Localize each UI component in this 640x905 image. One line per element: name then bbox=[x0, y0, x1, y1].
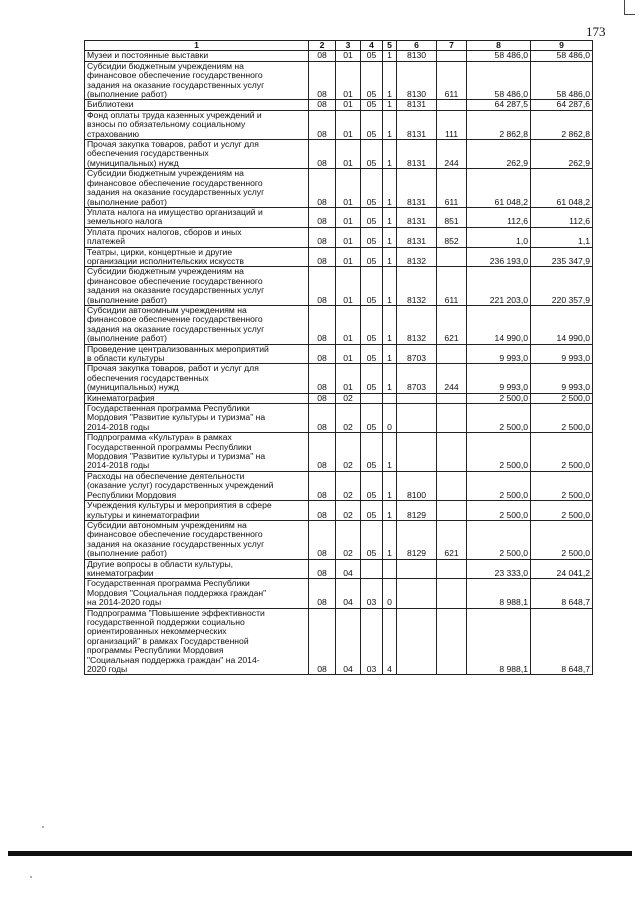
code-expense-type: 611 bbox=[437, 169, 467, 208]
code-program: 05 bbox=[361, 501, 383, 521]
code-expense-type: 611 bbox=[437, 267, 467, 306]
amount-col9: 9 993,0 bbox=[531, 344, 593, 364]
table-row bbox=[85, 247, 593, 267]
amount-col9: 58 486,0 bbox=[531, 51, 593, 61]
row-title: Субсидии бюджетным учреждениям на финансовое обеспечение государственного задания на оказание государственных услуг (выполнение работ) bbox=[85, 267, 309, 306]
code-program: 05 bbox=[361, 227, 383, 247]
code-section: 08 bbox=[309, 61, 336, 100]
row-title: Субсидии автономным учреждениям на финансовое обеспечение государственного задания на оказание государственных услуг (выполнение работ) bbox=[85, 305, 309, 344]
row-title: Подпрограмма «Культура» в рамках Государственной программы Республики Мордовия "Развитие культуры и туризма" на 2014-2018 годы bbox=[85, 433, 309, 472]
table-row bbox=[85, 305, 593, 344]
amount-col9: 2 500,0 bbox=[531, 501, 593, 521]
code-item: 8129 bbox=[397, 520, 437, 559]
code-expense-type bbox=[437, 100, 467, 110]
code-subprogram: 0 bbox=[383, 579, 397, 608]
code-subsection: 01 bbox=[336, 305, 361, 344]
code-subsection: 01 bbox=[336, 110, 361, 139]
code-subprogram: 1 bbox=[383, 61, 397, 100]
header-row bbox=[85, 41, 593, 51]
code-subprogram bbox=[383, 559, 397, 579]
code-subprogram bbox=[383, 393, 397, 403]
table-row bbox=[85, 100, 593, 110]
scan-speck bbox=[30, 876, 32, 878]
code-expense-type: 851 bbox=[437, 207, 467, 227]
code-subsection: 01 bbox=[336, 100, 361, 110]
table-row bbox=[85, 140, 593, 169]
code-subprogram: 1 bbox=[383, 520, 397, 559]
table-row bbox=[85, 267, 593, 306]
code-expense-type bbox=[437, 404, 467, 433]
code-program: 05 bbox=[361, 169, 383, 208]
row-title: Прочая закупка товаров, работ и услуг для обеспечения государственных (муниципальных) нужд bbox=[85, 364, 309, 393]
amount-col8: 2 500,0 bbox=[467, 433, 531, 472]
amount-col8: 1,0 bbox=[467, 227, 531, 247]
code-item bbox=[397, 559, 437, 579]
code-subprogram: 1 bbox=[383, 433, 397, 472]
code-section: 08 bbox=[309, 559, 336, 579]
code-subsection: 02 bbox=[336, 433, 361, 472]
code-section: 08 bbox=[309, 520, 336, 559]
bottom-scan-bar bbox=[8, 851, 632, 856]
code-program: 05 bbox=[361, 207, 383, 227]
amount-col9: 2 862,8 bbox=[531, 110, 593, 139]
code-section: 08 bbox=[309, 433, 336, 472]
column-header: 5 bbox=[383, 41, 397, 51]
amount-col8: 2 500,0 bbox=[467, 393, 531, 403]
amount-col9: 235 347,9 bbox=[531, 247, 593, 267]
code-item bbox=[397, 579, 437, 608]
code-subsection: 01 bbox=[336, 169, 361, 208]
amount-col8: 112,6 bbox=[467, 207, 531, 227]
code-item: 8131 bbox=[397, 207, 437, 227]
row-title: Уплата прочих налогов, сборов и иных платежей bbox=[85, 227, 309, 247]
code-expense-type bbox=[437, 579, 467, 608]
row-title: Театры, цирки, концертные и другие организации исполнительских искусств bbox=[85, 247, 309, 267]
code-subsection: 01 bbox=[336, 344, 361, 364]
code-subprogram: 1 bbox=[383, 169, 397, 208]
code-expense-type: 111 bbox=[437, 110, 467, 139]
code-item: 8703 bbox=[397, 364, 437, 393]
code-expense-type: 244 bbox=[437, 364, 467, 393]
table-row bbox=[85, 169, 593, 208]
row-title: Подпрограмма "Повышение эффективности государственной поддержки социально ориентированных некоммерческих организаций" в рамках Государственной программы Республики Мордовия "Социальная поддержка граждан" на 2014- 2020 годы bbox=[85, 608, 309, 675]
code-program: 05 bbox=[361, 364, 383, 393]
table-row bbox=[85, 61, 593, 100]
code-subprogram: 1 bbox=[383, 305, 397, 344]
column-header: 7 bbox=[437, 41, 467, 51]
code-section: 08 bbox=[309, 140, 336, 169]
code-program: 05 bbox=[361, 433, 383, 472]
code-program: 03 bbox=[361, 608, 383, 675]
row-title: Субсидии бюджетным учреждениям на финансовое обеспечение государственного задания на оказание государственных услуг (выполнение работ) bbox=[85, 61, 309, 100]
code-item: 8131 bbox=[397, 140, 437, 169]
code-subprogram: 1 bbox=[383, 110, 397, 139]
amount-col8: 8 988,1 bbox=[467, 579, 531, 608]
amount-col9: 2 500,0 bbox=[531, 471, 593, 500]
code-section: 08 bbox=[309, 501, 336, 521]
code-item: 8132 bbox=[397, 267, 437, 306]
code-subprogram: 1 bbox=[383, 247, 397, 267]
code-program bbox=[361, 559, 383, 579]
amount-col8: 9 993,0 bbox=[467, 364, 531, 393]
row-title: Уплата налога на имущество организаций и земельного налога bbox=[85, 207, 309, 227]
amount-col8: 9 993,0 bbox=[467, 344, 531, 364]
table-row bbox=[85, 227, 593, 247]
code-section: 08 bbox=[309, 471, 336, 500]
code-subsection: 02 bbox=[336, 471, 361, 500]
row-title: Другие вопросы в области культуры, кинематографии bbox=[85, 559, 309, 579]
code-subprogram: 1 bbox=[383, 100, 397, 110]
amount-col9: 58 486,0 bbox=[531, 61, 593, 100]
code-item bbox=[397, 608, 437, 675]
code-program: 05 bbox=[361, 100, 383, 110]
column-header: 3 bbox=[336, 41, 361, 51]
code-section: 08 bbox=[309, 404, 336, 433]
amount-col9: 8 648,7 bbox=[531, 608, 593, 675]
row-title: Расходы на обеспечение деятельности (оказание услуг) государственных учреждений Республики Мордовия bbox=[85, 471, 309, 500]
amount-col8: 64 287,5 bbox=[467, 100, 531, 110]
row-title: Субсидии бюджетным учреждениям на финансовое обеспечение государственного задания на оказание государственных услуг (выполнение работ) bbox=[85, 169, 309, 208]
row-title: Субсидии автономным учреждениям на финансовое обеспечение государственного задания на оказание государственных услуг (выполнение работ) bbox=[85, 520, 309, 559]
code-subsection: 01 bbox=[336, 51, 361, 61]
amount-col8: 2 862,8 bbox=[467, 110, 531, 139]
code-expense-type bbox=[437, 501, 467, 521]
amount-col9: 220 357,9 bbox=[531, 267, 593, 306]
amount-col9: 2 500,0 bbox=[531, 393, 593, 403]
code-subprogram: 1 bbox=[383, 51, 397, 61]
code-subprogram: 1 bbox=[383, 471, 397, 500]
code-subsection: 01 bbox=[336, 247, 361, 267]
code-expense-type bbox=[437, 247, 467, 267]
code-program: 05 bbox=[361, 520, 383, 559]
code-item bbox=[397, 404, 437, 433]
code-program: 05 bbox=[361, 110, 383, 139]
row-title: Проведение централизованных мероприятий в области культуры bbox=[85, 344, 309, 364]
code-program: 03 bbox=[361, 579, 383, 608]
code-expense-type: 611 bbox=[437, 61, 467, 100]
code-expense-type bbox=[437, 471, 467, 500]
amount-col9: 14 990,0 bbox=[531, 305, 593, 344]
code-subprogram: 0 bbox=[383, 404, 397, 433]
code-subprogram: 1 bbox=[383, 364, 397, 393]
code-program: 05 bbox=[361, 247, 383, 267]
code-subsection: 01 bbox=[336, 267, 361, 306]
amount-col9: 112,6 bbox=[531, 207, 593, 227]
amount-col9: 262,9 bbox=[531, 140, 593, 169]
amount-col9: 8 648,7 bbox=[531, 579, 593, 608]
code-item: 8132 bbox=[397, 305, 437, 344]
code-section: 08 bbox=[309, 364, 336, 393]
code-subprogram: 4 bbox=[383, 608, 397, 675]
code-program bbox=[361, 393, 383, 403]
amount-col9: 1,1 bbox=[531, 227, 593, 247]
amount-col8: 262,9 bbox=[467, 140, 531, 169]
amount-col8: 23 333,0 bbox=[467, 559, 531, 579]
code-item: 8131 bbox=[397, 169, 437, 208]
amount-col8: 8 988,1 bbox=[467, 608, 531, 675]
table-row bbox=[85, 471, 593, 500]
code-expense-type: 621 bbox=[437, 305, 467, 344]
table-body bbox=[85, 51, 593, 675]
amount-col9: 61 048,2 bbox=[531, 169, 593, 208]
amount-col9: 24 041,2 bbox=[531, 559, 593, 579]
table-row bbox=[85, 579, 593, 608]
budget-table bbox=[84, 40, 593, 675]
row-title: Государственная программа Республики Мордовия "Социальная поддержка граждан" на 2014-2020 годы bbox=[85, 579, 309, 608]
code-item: 8130 bbox=[397, 51, 437, 61]
code-item: 8100 bbox=[397, 471, 437, 500]
code-subprogram: 1 bbox=[383, 344, 397, 364]
code-expense-type: 621 bbox=[437, 520, 467, 559]
code-item: 8130 bbox=[397, 61, 437, 100]
table-row bbox=[85, 364, 593, 393]
code-subsection: 02 bbox=[336, 404, 361, 433]
code-program: 05 bbox=[361, 344, 383, 364]
code-subsection: 01 bbox=[336, 227, 361, 247]
row-title: Музеи и постоянные выставки bbox=[85, 51, 309, 61]
code-expense-type: 852 bbox=[437, 227, 467, 247]
code-section: 08 bbox=[309, 110, 336, 139]
code-section: 08 bbox=[309, 100, 336, 110]
code-item: 8703 bbox=[397, 344, 437, 364]
amount-col8: 58 486,0 bbox=[467, 61, 531, 100]
code-subprogram: 1 bbox=[383, 501, 397, 521]
code-subprogram: 1 bbox=[383, 267, 397, 306]
code-subsection: 01 bbox=[336, 364, 361, 393]
table-row bbox=[85, 404, 593, 433]
code-subprogram: 1 bbox=[383, 207, 397, 227]
scan-speck bbox=[42, 826, 44, 828]
corner-fold-mark bbox=[624, 0, 635, 15]
column-header: 2 bbox=[309, 41, 336, 51]
code-subprogram: 1 bbox=[383, 140, 397, 169]
row-title: Фонд оплаты труда казенных учреждений и взносы по обязательному социальному страхованию bbox=[85, 110, 309, 139]
table-row bbox=[85, 433, 593, 472]
row-title: Прочая закупка товаров, работ и услуг для обеспечения государственных (муниципальных) нужд bbox=[85, 140, 309, 169]
code-section: 08 bbox=[309, 608, 336, 675]
code-subsection: 02 bbox=[336, 501, 361, 521]
code-subsection: 01 bbox=[336, 140, 361, 169]
code-section: 08 bbox=[309, 247, 336, 267]
column-header: 6 bbox=[397, 41, 437, 51]
code-subsection: 01 bbox=[336, 207, 361, 227]
code-item bbox=[397, 433, 437, 472]
code-item: 8131 bbox=[397, 227, 437, 247]
code-subsection: 01 bbox=[336, 61, 361, 100]
row-title: Государственная программа Республики Мордовия "Развитие культуры и туризма" на 2014-2018 годы bbox=[85, 404, 309, 433]
code-expense-type: 244 bbox=[437, 140, 467, 169]
amount-col8: 2 500,0 bbox=[467, 501, 531, 521]
code-section: 08 bbox=[309, 51, 336, 61]
amount-col8: 236 193,0 bbox=[467, 247, 531, 267]
code-subsection: 04 bbox=[336, 559, 361, 579]
page-number: 173 bbox=[586, 24, 606, 39]
code-section: 08 bbox=[309, 305, 336, 344]
code-program: 05 bbox=[361, 140, 383, 169]
amount-col8: 2 500,0 bbox=[467, 520, 531, 559]
table-row bbox=[85, 501, 593, 521]
code-item bbox=[397, 393, 437, 403]
table-row bbox=[85, 110, 593, 139]
code-program: 05 bbox=[361, 51, 383, 61]
table-row bbox=[85, 559, 593, 579]
code-subprogram: 1 bbox=[383, 227, 397, 247]
amount-col8: 221 203,0 bbox=[467, 267, 531, 306]
table-row bbox=[85, 608, 593, 675]
code-subsection: 02 bbox=[336, 393, 361, 403]
code-expense-type bbox=[437, 344, 467, 364]
code-expense-type bbox=[437, 433, 467, 472]
code-subsection: 02 bbox=[336, 520, 361, 559]
amount-col8: 2 500,0 bbox=[467, 471, 531, 500]
table-row bbox=[85, 51, 593, 61]
row-title: Библиотеки bbox=[85, 100, 309, 110]
row-title: Учреждения культуры и мероприятия в сфере культуры и кинематографии bbox=[85, 501, 309, 521]
table-row bbox=[85, 520, 593, 559]
code-section: 08 bbox=[309, 227, 336, 247]
code-expense-type bbox=[437, 559, 467, 579]
amount-col8: 14 990,0 bbox=[467, 305, 531, 344]
code-item: 8131 bbox=[397, 110, 437, 139]
code-expense-type bbox=[437, 393, 467, 403]
code-expense-type bbox=[437, 51, 467, 61]
column-header: 1 bbox=[85, 41, 309, 51]
code-item: 8129 bbox=[397, 501, 437, 521]
code-program: 05 bbox=[361, 404, 383, 433]
code-section: 08 bbox=[309, 169, 336, 208]
code-expense-type bbox=[437, 608, 467, 675]
code-item: 8131 bbox=[397, 100, 437, 110]
code-program: 05 bbox=[361, 305, 383, 344]
code-section: 08 bbox=[309, 207, 336, 227]
table-row bbox=[85, 344, 593, 364]
column-header: 4 bbox=[361, 41, 383, 51]
amount-col9: 64 287,6 bbox=[531, 100, 593, 110]
code-section: 08 bbox=[309, 393, 336, 403]
code-item: 8132 bbox=[397, 247, 437, 267]
amount-col8: 58 486,0 bbox=[467, 51, 531, 61]
code-program: 05 bbox=[361, 267, 383, 306]
amount-col9: 2 500,0 bbox=[531, 520, 593, 559]
code-section: 08 bbox=[309, 579, 336, 608]
amount-col9: 9 993,0 bbox=[531, 364, 593, 393]
code-section: 08 bbox=[309, 344, 336, 364]
column-header: 9 bbox=[531, 41, 593, 51]
code-subsection: 04 bbox=[336, 579, 361, 608]
table-row bbox=[85, 207, 593, 227]
code-section: 08 bbox=[309, 267, 336, 306]
amount-col8: 61 048,2 bbox=[467, 169, 531, 208]
table-row bbox=[85, 393, 593, 403]
column-header: 8 bbox=[467, 41, 531, 51]
row-title: Кинематография bbox=[85, 393, 309, 403]
amount-col9: 2 500,0 bbox=[531, 404, 593, 433]
code-program: 05 bbox=[361, 471, 383, 500]
code-program: 05 bbox=[361, 61, 383, 100]
code-subsection: 04 bbox=[336, 608, 361, 675]
amount-col8: 2 500,0 bbox=[467, 404, 531, 433]
amount-col9: 2 500,0 bbox=[531, 433, 593, 472]
